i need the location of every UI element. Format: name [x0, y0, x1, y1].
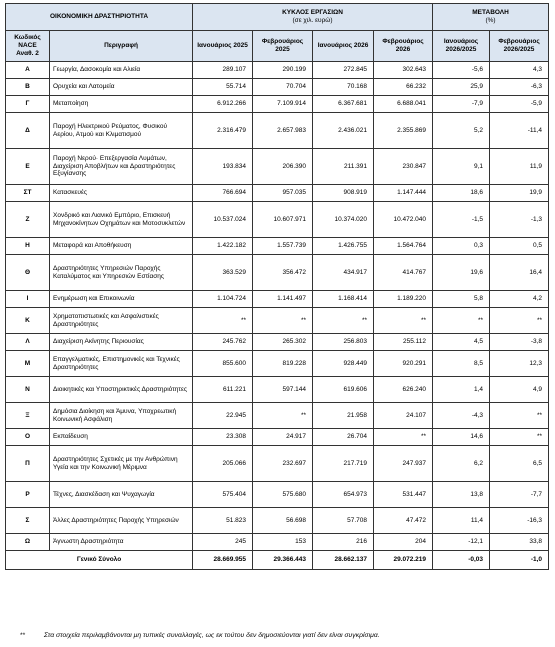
- jan2026-header: Ιανουάριος 2026: [313, 31, 374, 62]
- table-row: [6, 403, 549, 429]
- change-feb: **: [490, 308, 549, 334]
- value-feb2026: 2.355.869: [374, 113, 433, 149]
- change-feb: -6,3: [490, 79, 549, 96]
- value-jan2026: 256.803: [313, 334, 374, 351]
- change-jan: -1,5: [433, 202, 490, 238]
- value-jan2025: 23.308: [193, 429, 253, 446]
- activity-description: Παροχή Νερού· Επεξεργασία Λυμάτων, Διαχείριση Αποβλήτων και Δραστηριότητες Εξυγίανσης: [50, 149, 193, 185]
- table-row: [6, 429, 549, 446]
- nace-code: Λ: [6, 334, 50, 351]
- value-feb2026: 10.472.040: [374, 202, 433, 238]
- table-row: [6, 62, 549, 79]
- total-jan2026: 28.662.137: [313, 551, 374, 570]
- value-jan2025: 289.107: [193, 62, 253, 79]
- value-feb2026: **: [374, 308, 433, 334]
- value-jan2025: 6.912.266: [193, 96, 253, 113]
- nace-code: Β: [6, 79, 50, 96]
- value-feb2026: 1.189.220: [374, 291, 433, 308]
- activity-description: Δραστηριότητες Σχετικές με την Ανθρώπινη Υγεία και την Κοινωνική Μέριμνα: [50, 446, 193, 482]
- table-row: [6, 202, 549, 238]
- nace-code: Ρ: [6, 482, 50, 508]
- value-feb2025: 232.697: [253, 446, 313, 482]
- feb2025-header: Φεβρουάριος 2025: [253, 31, 313, 62]
- change-jan: 9,1: [433, 149, 490, 185]
- value-jan2026: **: [313, 308, 374, 334]
- table-row: [6, 96, 549, 113]
- value-feb2026: 1.147.444: [374, 185, 433, 202]
- activity-description: Τέχνες, Διασκέδαση και Ψυχαγωγία: [50, 482, 193, 508]
- turnover-unit: (σε χιλ. ευρώ): [292, 17, 333, 24]
- total-feb2026: 29.072.219: [374, 551, 433, 570]
- value-feb2026: **: [374, 429, 433, 446]
- nace-code: Θ: [6, 255, 50, 291]
- value-jan2025: 10.537.024: [193, 202, 253, 238]
- value-jan2026: 211.391: [313, 149, 374, 185]
- nace-code: Ν: [6, 377, 50, 403]
- table-row: [6, 334, 549, 351]
- table-row: [6, 79, 549, 96]
- activity-description: Διοικητικές και Υποστηρικτικές Δραστηριότητες: [50, 377, 193, 403]
- change-feb: -1,3: [490, 202, 549, 238]
- code-header-line3: Αναθ. 2: [16, 49, 39, 57]
- change-jan: 19,6: [433, 255, 490, 291]
- change-feb: 6,5: [490, 446, 549, 482]
- change-feb: -11,4: [490, 113, 549, 149]
- table-row: [6, 482, 549, 508]
- table-row: [6, 185, 549, 202]
- change-feb: 4,3: [490, 62, 549, 79]
- total-change-feb: -1,0: [490, 551, 549, 570]
- value-jan2026: 26.704: [313, 429, 374, 446]
- value-jan2025: 1.104.724: [193, 291, 253, 308]
- value-jan2025: 245.762: [193, 334, 253, 351]
- change-jan: 25,9: [433, 79, 490, 96]
- activity-description: Κατασκευές: [50, 185, 193, 202]
- value-feb2025: 1.141.497: [253, 291, 313, 308]
- table-row: [6, 534, 549, 551]
- value-feb2025: 957.035: [253, 185, 313, 202]
- change-feb: -7,7: [490, 482, 549, 508]
- table-row: [6, 351, 549, 377]
- nace-code: Α: [6, 62, 50, 79]
- value-feb2025: 206.390: [253, 149, 313, 185]
- change-feb: 16,4: [490, 255, 549, 291]
- value-feb2025: **: [253, 403, 313, 429]
- value-feb2026: 204: [374, 534, 433, 551]
- change-jan: 11,4: [433, 508, 490, 534]
- change-jan: -12,1: [433, 534, 490, 551]
- value-feb2026: 6.688.041: [374, 96, 433, 113]
- value-jan2026: 928.449: [313, 351, 374, 377]
- value-feb2026: 920.291: [374, 351, 433, 377]
- nace-code: Ε: [6, 149, 50, 185]
- value-jan2026: 654.973: [313, 482, 374, 508]
- value-jan2026: 216: [313, 534, 374, 551]
- value-jan2026: 10.374.020: [313, 202, 374, 238]
- value-jan2025: 766.694: [193, 185, 253, 202]
- change-feb: 19,9: [490, 185, 549, 202]
- table-row: [6, 238, 549, 255]
- value-feb2026: 47.472: [374, 508, 433, 534]
- turnover-title: ΚΥΚΛΟΣ ΕΡΓΑΣΙΩΝ: [282, 9, 343, 17]
- nace-code: Ω: [6, 534, 50, 551]
- activity-description: Ενημέρωση και Επικοινωνία: [50, 291, 193, 308]
- activity-description: Γεωργία, Δασοκομία και Αλιεία: [50, 62, 193, 79]
- change-jan: 6,2: [433, 446, 490, 482]
- change-jan: 8,5: [433, 351, 490, 377]
- change-jan: 13,8: [433, 482, 490, 508]
- value-feb2025: 819.228: [253, 351, 313, 377]
- value-feb2026: 247.937: [374, 446, 433, 482]
- change-feb: -16,3: [490, 508, 549, 534]
- value-jan2026: 70.168: [313, 79, 374, 96]
- footnote: [20, 632, 380, 639]
- value-feb2026: 1.564.764: [374, 238, 433, 255]
- activity-description: Άλλες Δραστηριότητες Παροχής Υπηρεσιών: [50, 508, 193, 534]
- value-jan2025: 575.404: [193, 482, 253, 508]
- table-row: [6, 291, 549, 308]
- value-jan2026: 272.845: [313, 62, 374, 79]
- total-jan2025: 28.669.955: [193, 551, 253, 570]
- footnote-text: Στα στοιχεία περιλαμβάνονται μη τυπικές συναλλαγές, ως εκ τούτου δεν δημοσιεύονται γιατί δεν είναι συγκρίσιμα.: [43, 632, 380, 639]
- code-header-line2: NACE: [18, 42, 37, 50]
- value-feb2026: 255.112: [374, 334, 433, 351]
- change-unit: (%): [485, 17, 496, 24]
- activity-description: Δημόσια Διοίκηση και Άμυνα, Υποχρεωτική Κοινωνική Ασφάλιση: [50, 403, 193, 429]
- table-row: [6, 308, 549, 334]
- value-feb2025: 356.472: [253, 255, 313, 291]
- nace-code: Κ: [6, 308, 50, 334]
- change-jan: 1,4: [433, 377, 490, 403]
- nace-code: Ο: [6, 429, 50, 446]
- change-jan-header: Ιανουάριος 2026/2025: [433, 31, 490, 62]
- value-jan2025: **: [193, 308, 253, 334]
- value-feb2025: 7.109.914: [253, 96, 313, 113]
- table-row: [6, 149, 549, 185]
- nace-code: Ξ: [6, 403, 50, 429]
- activity-description: Χονδρικό και Λιανικό Εμπόριο, Επισκευή Μηχανοκίνητων Οχημάτων και Μοτοσυκλετών: [50, 202, 193, 238]
- change-feb: 12,3: [490, 351, 549, 377]
- change-title: ΜΕΤΑΒΟΛΗ: [472, 9, 509, 17]
- nace-code: Γ: [6, 96, 50, 113]
- change-feb: -3,8: [490, 334, 549, 351]
- value-feb2026: 24.107: [374, 403, 433, 429]
- value-feb2026: 414.767: [374, 255, 433, 291]
- value-jan2026: 217.719: [313, 446, 374, 482]
- value-jan2026: 908.919: [313, 185, 374, 202]
- activity-header: ΟΙΚΟΝΟΜΙΚΗ ΔΡΑΣΤΗΡΙΟΤΗΤΑ: [6, 4, 193, 31]
- value-feb2026: 230.847: [374, 149, 433, 185]
- value-jan2025: 855.600: [193, 351, 253, 377]
- value-feb2026: 531.447: [374, 482, 433, 508]
- header-row-1: [6, 4, 549, 31]
- value-jan2026: 434.917: [313, 255, 374, 291]
- activity-description: Άγνωστη Δραστηριότητα: [50, 534, 193, 551]
- activity-description: Εκπαίδευση: [50, 429, 193, 446]
- change-jan: 0,3: [433, 238, 490, 255]
- value-feb2025: 290.199: [253, 62, 313, 79]
- change-feb: 33,8: [490, 534, 549, 551]
- table-body: [6, 62, 549, 551]
- value-feb2025: 2.657.983: [253, 113, 313, 149]
- feb2026-header: Φεβρουάριος 2026: [374, 31, 433, 62]
- activity-description: Διαχείριση Ακίνητης Περιουσίας: [50, 334, 193, 351]
- change-jan: 5,2: [433, 113, 490, 149]
- value-feb2025: 10.607.971: [253, 202, 313, 238]
- activity-description: Παροχή Ηλεκτρικού Ρεύματος, Φυσικού Αερίου, Ατμού και Κλιματισμού: [50, 113, 193, 149]
- change-jan: -7,9: [433, 96, 490, 113]
- nace-code: Ζ: [6, 202, 50, 238]
- activity-description: Μεταποίηση: [50, 96, 193, 113]
- value-jan2025: 22.945: [193, 403, 253, 429]
- change-feb: 0,5: [490, 238, 549, 255]
- activity-description: Δραστηριότητες Υπηρεσιών Παροχής Καταλύματος και Υπηρεσιών Εστίασης: [50, 255, 193, 291]
- value-feb2025: 1.557.739: [253, 238, 313, 255]
- footnote-mark: **: [20, 632, 26, 639]
- total-change-jan: -0,03: [433, 551, 490, 570]
- total-label: Γενικό Σύνολο: [6, 551, 193, 570]
- change-jan: **: [433, 308, 490, 334]
- value-feb2025: 265.302: [253, 334, 313, 351]
- change-feb: 4,9: [490, 377, 549, 403]
- value-jan2025: 363.529: [193, 255, 253, 291]
- change-feb-header: Φεβρουάριος 2026/2025: [490, 31, 549, 62]
- nace-code: Η: [6, 238, 50, 255]
- value-jan2025: 193.834: [193, 149, 253, 185]
- change-header: [433, 4, 549, 31]
- activity-description: Μεταφορά και Αποθήκευση: [50, 238, 193, 255]
- change-feb: **: [490, 429, 549, 446]
- turnover-table: [5, 3, 549, 570]
- value-jan2026: 57.708: [313, 508, 374, 534]
- value-jan2025: 51.823: [193, 508, 253, 534]
- description-header: Περιγραφή: [50, 31, 193, 62]
- table-row: [6, 255, 549, 291]
- nace-code: Δ: [6, 113, 50, 149]
- table-row: [6, 113, 549, 149]
- value-jan2025: 55.714: [193, 79, 253, 96]
- value-feb2025: **: [253, 308, 313, 334]
- change-feb: 11,9: [490, 149, 549, 185]
- change-jan: -5,6: [433, 62, 490, 79]
- table-row: [6, 508, 549, 534]
- value-feb2025: 56.698: [253, 508, 313, 534]
- change-feb: 4,2: [490, 291, 549, 308]
- turnover-header: [193, 4, 433, 31]
- nace-code: ΣΤ: [6, 185, 50, 202]
- value-jan2026: 21.958: [313, 403, 374, 429]
- value-feb2025: 153: [253, 534, 313, 551]
- change-jan: -4,3: [433, 403, 490, 429]
- table-row: [6, 377, 549, 403]
- total-row: [6, 551, 549, 570]
- value-jan2026: 1.426.755: [313, 238, 374, 255]
- table-row: [6, 446, 549, 482]
- value-jan2025: 611.221: [193, 377, 253, 403]
- value-jan2025: 2.316.479: [193, 113, 253, 149]
- change-jan: 5,8: [433, 291, 490, 308]
- value-feb2026: 626.240: [374, 377, 433, 403]
- value-jan2026: 619.606: [313, 377, 374, 403]
- nace-code: Σ: [6, 508, 50, 534]
- value-feb2025: 24.917: [253, 429, 313, 446]
- value-feb2025: 597.144: [253, 377, 313, 403]
- value-jan2026: 1.168.414: [313, 291, 374, 308]
- code-header: [6, 31, 50, 62]
- value-feb2025: 70.704: [253, 79, 313, 96]
- value-jan2026: 6.367.681: [313, 96, 374, 113]
- activity-description: Ορυχεία και Λατομεία: [50, 79, 193, 96]
- change-feb: **: [490, 403, 549, 429]
- value-jan2025: 245: [193, 534, 253, 551]
- value-feb2025: 575.680: [253, 482, 313, 508]
- code-header-line1: Κωδικός: [14, 34, 41, 42]
- nace-code: Π: [6, 446, 50, 482]
- nace-code: Ι: [6, 291, 50, 308]
- value-jan2025: 1.422.182: [193, 238, 253, 255]
- header-row-2: [6, 31, 549, 62]
- change-jan: 14,6: [433, 429, 490, 446]
- total-feb2025: 29.366.443: [253, 551, 313, 570]
- change-jan: 18,6: [433, 185, 490, 202]
- change-jan: 4,5: [433, 334, 490, 351]
- change-feb: -5,9: [490, 96, 549, 113]
- activity-description: Επαγγελματικές, Επιστημονικές και Τεχνικές Δραστηριότητες: [50, 351, 193, 377]
- nace-code: Μ: [6, 351, 50, 377]
- value-feb2026: 66.232: [374, 79, 433, 96]
- activity-description: Χρηματοπιστωτικές και Ασφαλιστικές Δραστηριότητες: [50, 308, 193, 334]
- jan2025-header: Ιανουάριος 2025: [193, 31, 253, 62]
- value-jan2026: 2.436.021: [313, 113, 374, 149]
- value-jan2025: 205.066: [193, 446, 253, 482]
- value-feb2026: 302.643: [374, 62, 433, 79]
